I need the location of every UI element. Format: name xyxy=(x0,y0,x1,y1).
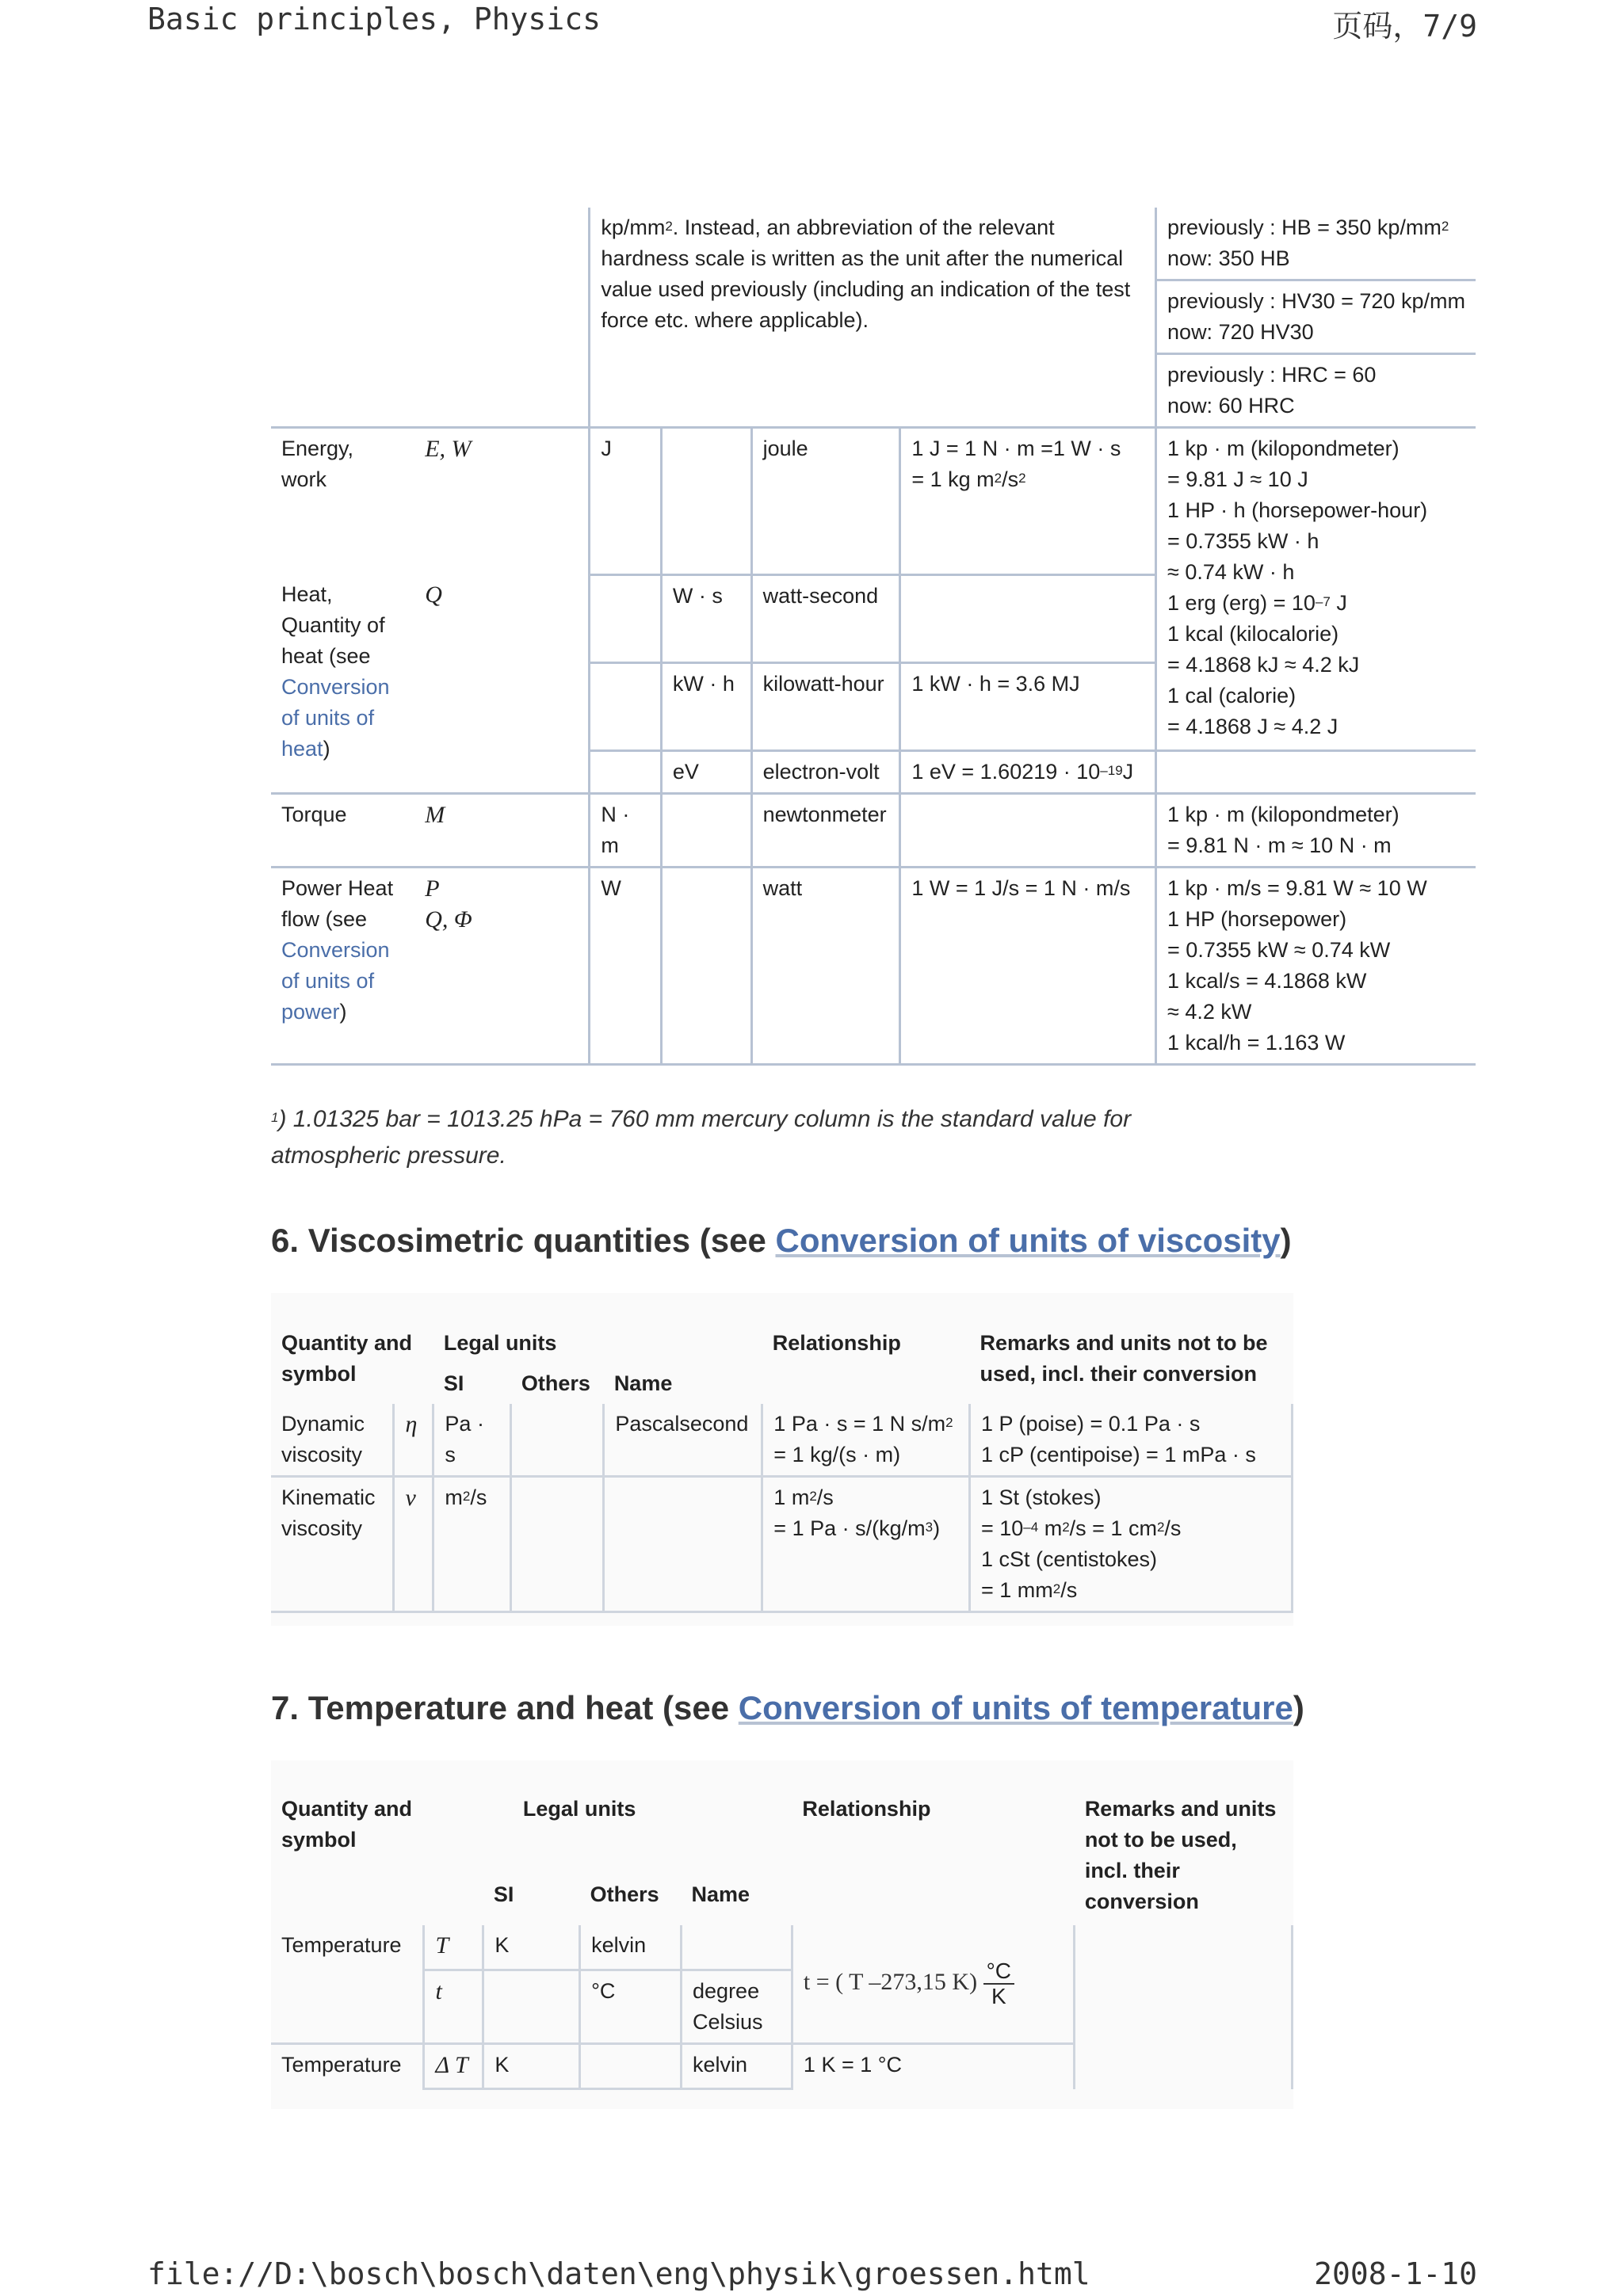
symbol-cell: E, W xyxy=(414,428,590,575)
header-quantity: Quantity and symbol xyxy=(281,1797,413,1852)
symbol-cell: t xyxy=(424,1970,483,2043)
header-si: SI xyxy=(443,1371,464,1395)
quantity-cell: Torque xyxy=(271,793,414,867)
name-cell: watt xyxy=(751,867,900,1064)
temperature-formula: t = ( T –273,15 K) $\frac{^\circ C}{K}$ xyxy=(792,1925,1074,2043)
section-7-title: 7. Temperature and heat (see Conversion of units of temperature) xyxy=(271,1689,1304,1726)
name-cell: kilowatt-hour xyxy=(751,662,900,750)
table-header-row xyxy=(271,1789,1293,1860)
table-header-row xyxy=(271,1323,1293,1363)
si-cell: K xyxy=(483,1925,580,1970)
si-cell: $m^2/s$ xyxy=(433,1477,511,1612)
remarks-cell: 1 kp · m (kilopondmeter) = 9.81 J ≈ 10 J 1 HP · h (horsepower-hour) = 0.7355 kW · h ≈ 0.74 kW · h 1 erg $(erg) = 10^{-7}$ J 1 kcal (kilocalorie) = 4.1868 kJ ≈ 4.2 kJ 1 cal (calorie) = 4.1868 J ≈ 4.2 J xyxy=(1167,437,1428,738)
temperature-conversion-link[interactable]: Conversion of units of temperature xyxy=(738,1689,1293,1726)
table-row xyxy=(271,793,1476,867)
mechanics-table xyxy=(271,208,1476,1066)
quantity-cell: Temperature xyxy=(271,1925,424,1970)
header-remarks: Remarks and units not to be used, incl. their conversion xyxy=(1084,1797,1277,1913)
others-cell: kW · h xyxy=(661,662,751,750)
page-header-title: Basic principles, Physics xyxy=(147,2,601,36)
name-cell: joule xyxy=(751,428,900,575)
header-others: Others xyxy=(521,1371,590,1395)
remarks-cell: 1 kp · m/s = 9.81 W ≈ 10 W 1 HP (horsepower) = 0.7355 kW ≈ 0.74 kW 1 kcal/s = 4.1868 kW ≈ 4.2 kW 1 kcal/h = 1.163 W xyxy=(1156,867,1476,1064)
remarks-cell: 1 St (stokes) = $10^{-4}$ $m^2/s = 1$ $cm^2/s$ 1 cSt (centistokes) = 1 $mm^2/s$ xyxy=(969,1477,1292,1612)
header-quantity: Quantity and symbol xyxy=(281,1331,413,1386)
remarks-cell: 1 kp · m (kilopondmeter) = 9.81 N · m ≈ 10 N · m xyxy=(1156,793,1476,867)
temperature-table xyxy=(271,1789,1293,2090)
table-row xyxy=(271,428,1476,575)
page-header-page-number: 页码，7/9 xyxy=(1332,9,1477,44)
others-cell: W · s xyxy=(661,574,751,662)
header-relationship: Relationship xyxy=(772,1331,901,1355)
viscosity-conversion-link[interactable]: Conversion of units of viscosity xyxy=(775,1222,1281,1259)
name-cell: kelvin xyxy=(682,2043,792,2089)
viscosity-table xyxy=(271,1323,1293,1613)
si-cell: Pa · s xyxy=(433,1404,511,1477)
relationship-cell: 1 kW · h = 3.6 MJ xyxy=(900,662,1156,750)
quantity-cell: Heat, Quantity of heat (see Conversion of units of heat) xyxy=(281,582,390,761)
header-name: Name xyxy=(691,1882,750,1906)
hardness-hrc-cell: previously : HRC = 60 now: 60 HRC xyxy=(1156,354,1476,428)
remarks-cell: 1 P (poise) = 0.1 Pa · s 1 cP (centipoise) = 1 mPa · s xyxy=(969,1404,1292,1477)
name-cell: Pascalsecond xyxy=(604,1404,762,1477)
table-row xyxy=(271,208,1476,280)
symbol-cell: η xyxy=(394,1404,433,1477)
si-cell: W xyxy=(590,867,662,1064)
symbol-cell: Δ T xyxy=(424,2043,483,2089)
header-relationship: Relationship xyxy=(802,1797,931,1821)
hardness-hv-cell: previously : HV30 = 720 kp/mm now: 720 HV30 xyxy=(1156,280,1476,354)
table-row xyxy=(271,867,1476,1064)
footnote: $^1$) 1.01325 bar = 1013.25 hPa = 760 mm mercury column is the standard value for atmospheric pressure. xyxy=(271,1106,1132,1169)
header-name: Name xyxy=(613,1371,673,1395)
symbol-cell: T xyxy=(424,1925,483,1970)
header-remarks: Remarks and units not to be used, incl. their conversion xyxy=(980,1331,1268,1386)
name-cell: newtonmeter xyxy=(751,793,900,867)
table-row xyxy=(271,1404,1293,1477)
quantity-cell: Kinematic viscosity xyxy=(271,1477,394,1612)
heat-conversion-link[interactable]: Conversion of units of heat xyxy=(281,675,390,761)
relationship-cell: 1 K = 1 °C xyxy=(792,2043,1074,2089)
table-row xyxy=(271,1925,1293,1970)
quantity-cell: Power Heat flow (see Conversion of units of power) xyxy=(271,867,414,1064)
si-cell: N · m xyxy=(590,793,662,867)
relationship-cell: 1 $m^2/s$ = 1 $Pa \cdot s/(kg/m^3)$ xyxy=(762,1477,970,1612)
name-cell: watt-second xyxy=(751,574,900,662)
name-cell: degree Celsius xyxy=(682,1970,792,2043)
header-si: SI xyxy=(493,1882,514,1906)
symbol-cell: v xyxy=(394,1477,433,1612)
symbol-cell: M xyxy=(414,793,590,867)
table-row xyxy=(271,2043,1293,2089)
symbol-cell: Q xyxy=(414,574,590,793)
hardness-hb-cell: previously : HB = 350 $kp/mm^2$ now: 350 HB xyxy=(1156,208,1476,280)
si-cell: K xyxy=(483,2043,580,2089)
quantity-cell: Dynamic viscosity xyxy=(271,1404,394,1477)
table-row xyxy=(271,1477,1293,1612)
page-footer-date: 2008-1-10 xyxy=(1314,2256,1477,2291)
quantity-cell: Temperature xyxy=(271,2043,424,2089)
header-others: Others xyxy=(590,1882,659,1906)
others-cell: eV xyxy=(661,750,751,793)
header-legal-units: Legal units xyxy=(522,1797,636,1821)
relationship-cell: 1 eV = $1.60219 \cdot 10^{-19}J$ xyxy=(900,750,1156,793)
section-6-title: 6. Viscosimetric quantities (see Conversion of units of viscosity) xyxy=(271,1222,1292,1259)
name-cell: electron-volt xyxy=(751,750,900,793)
relationship-cell: 1 Pa · s = 1 N $s/m^2$ = 1 kg/(s · m) xyxy=(762,1404,970,1477)
header-legal-units: Legal units xyxy=(443,1331,557,1355)
others-cell: kelvin xyxy=(580,1925,682,1970)
hardness-note-cell: $kp/mm^2$. Instead, an abbreviation of the relevant hardness scale is written as the unit after the numerical value used previously (including an indication of the test force etc. where applicable). xyxy=(590,208,1156,428)
page-footer-url: file://D:\bosch\bosch\daten\eng\physik\groessen.html xyxy=(147,2256,1090,2291)
relationship-cell: 1 J = 1 N · m =1 W · s = 1 kg $m^2/s^2$ xyxy=(900,428,1156,575)
relationship-cell: 1 W = 1 J/s = 1 N · m/s xyxy=(900,867,1156,1064)
power-conversion-link[interactable]: Conversion of units of power xyxy=(281,937,390,1024)
symbol-cell: P Q, Φ xyxy=(414,867,590,1064)
si-cell: J xyxy=(590,428,662,575)
others-cell: °C xyxy=(580,1970,682,2043)
quantity-cell: Energy, work xyxy=(281,437,354,491)
